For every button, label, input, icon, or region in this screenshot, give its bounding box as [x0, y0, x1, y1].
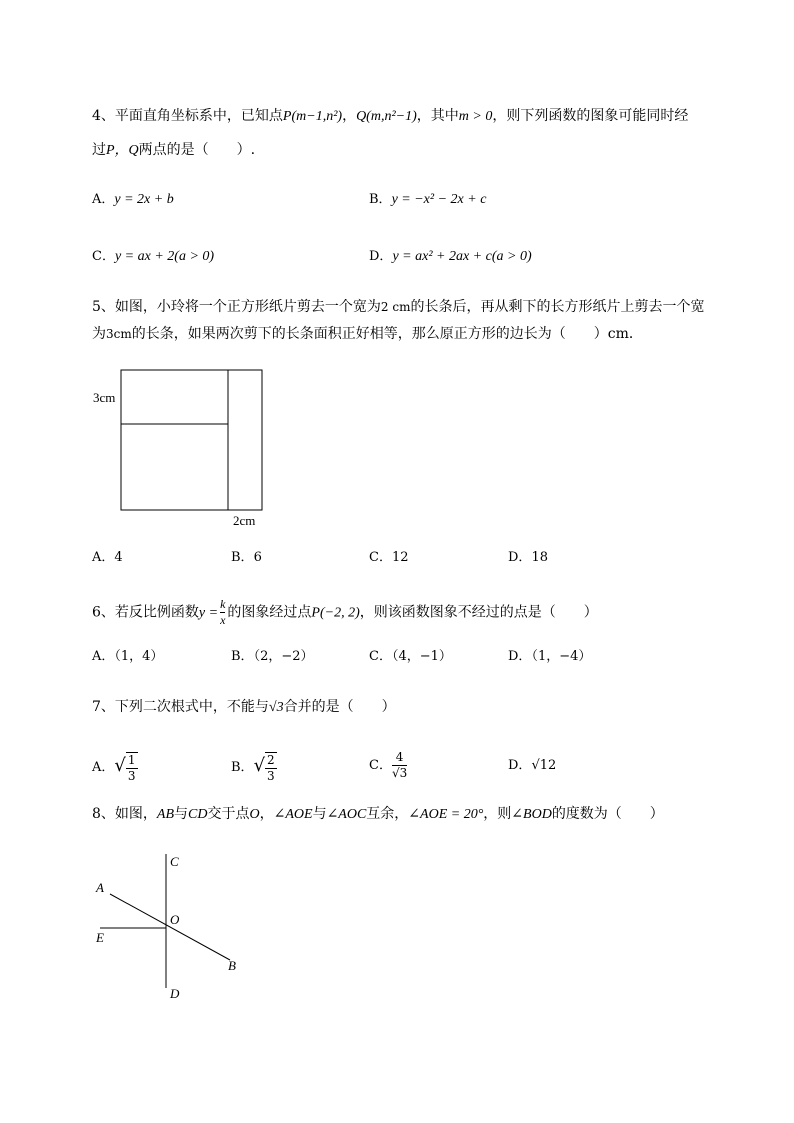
q7-option-d	[508, 749, 556, 783]
q6-fraction	[220, 597, 225, 628]
option-value: 6	[253, 550, 262, 565]
q5-line2	[92, 324, 643, 344]
q7-a-fraction	[126, 752, 138, 784]
option-value: （4，−1）	[391, 649, 452, 664]
label-3cm: 3cm	[93, 390, 116, 405]
q4-text-a: 平面直角坐标系中，已知点	[114, 108, 283, 124]
q8-text: 如图，	[114, 806, 157, 822]
q7-text-a: 下列二次根式中，不能与	[114, 699, 269, 715]
line-ab	[110, 894, 230, 960]
option-label: C．	[92, 249, 115, 264]
q6-line	[92, 597, 598, 628]
q5-line2-b: 的长条，如果两次剪下的长条面积正好相等，那么原正方形的边长为（ ）cm．	[131, 326, 643, 342]
label-b: B	[228, 958, 236, 973]
option-value: 12	[391, 550, 409, 565]
label-c: C	[170, 854, 179, 869]
q5-line1	[92, 297, 704, 317]
q4-point-q: Q(m,n²−1)	[356, 109, 417, 124]
option-label: A．	[92, 649, 115, 664]
label-a: A	[96, 880, 104, 895]
q5-text-b: 的长条后，再从剩下的长方形纸片上剪去一个宽	[410, 299, 705, 315]
q6-option-a	[92, 647, 163, 667]
option-label: A．	[92, 550, 115, 565]
option-label: C．	[369, 550, 392, 565]
q8-text: 与	[174, 806, 189, 822]
q7-option-c	[369, 749, 407, 783]
q4-option-a	[92, 190, 174, 210]
q5-line2-a: 为	[92, 326, 106, 342]
fraction-numerator: 4	[392, 750, 407, 766]
option-label: B．	[231, 760, 254, 775]
q8-line	[92, 804, 664, 825]
q8-text: ，	[259, 806, 274, 822]
q4-pq: P，Q	[106, 143, 139, 158]
option-label: B．	[231, 550, 254, 565]
q6-text-c: ，则该函数图象不经过的点是（ ）	[359, 604, 598, 621]
q5-figure	[88, 362, 278, 532]
q8-text: 的度数为（ ）	[551, 806, 664, 822]
q6-number: 6、	[92, 604, 115, 621]
q7-option-a	[92, 749, 138, 785]
q6-option-d	[508, 647, 591, 667]
option-label: C．	[369, 649, 392, 664]
q8-cd: CD	[188, 807, 208, 822]
q7-number: 7、	[92, 699, 115, 715]
q4-number: 4、	[92, 108, 115, 124]
option-expr: y = 2x + b	[114, 192, 174, 207]
q6-option-b	[231, 647, 314, 667]
option-expr: y = ax² + 2ax + c(a > 0)	[392, 249, 532, 264]
label-o: O	[170, 912, 180, 927]
option-label: B．	[231, 649, 254, 664]
q4-option-c	[92, 247, 214, 267]
option-value: 4	[114, 550, 123, 565]
q4-sep: ，	[342, 108, 357, 124]
q7-line	[92, 697, 396, 718]
fraction-denominator: √3	[391, 766, 408, 780]
q4-line2-a: 过	[92, 142, 106, 158]
q5-text-a: 如图，小玲将一个正方形纸片剪去一个宽为	[114, 299, 381, 315]
q8-figure	[88, 848, 258, 1008]
q5-number: 5、	[92, 299, 115, 315]
q4-line2-b: 两点的是（ ）.	[138, 142, 256, 158]
q5-option-c	[369, 548, 409, 568]
q8-ab: AB	[156, 807, 175, 822]
fraction-numerator: 1	[127, 752, 136, 767]
q6-func-y: y =	[198, 605, 219, 621]
outer-square	[121, 370, 262, 510]
q4-option-d	[369, 247, 532, 267]
option-label: D．	[508, 758, 532, 773]
q6-func-den: x	[220, 613, 226, 627]
q4-line2	[92, 140, 255, 161]
radical-sign: √	[253, 755, 266, 776]
q8-o: O	[249, 807, 260, 822]
fraction-numerator: 2	[267, 752, 275, 767]
q8-text: ，则	[483, 806, 512, 822]
q6-text-a: 若反比例函数	[114, 604, 199, 621]
q8-number: 8、	[92, 806, 115, 822]
q7-radical: √3	[268, 700, 284, 715]
option-expr: y = −x² − 2x + c	[391, 192, 487, 207]
label-2cm: 2cm	[233, 513, 256, 528]
option-expr: y = ax + 2(a > 0)	[114, 249, 215, 264]
q4-text-b: ，其中	[416, 108, 459, 124]
q8-text: 互余，	[366, 806, 409, 822]
option-value: （1，−4）	[531, 649, 592, 664]
option-label: D．	[508, 649, 532, 664]
q8-angle-aoc: ∠AOC	[326, 807, 367, 822]
q5-width2: 3cm	[106, 327, 132, 341]
q7-option-b	[231, 749, 277, 785]
q6-text-b: 的图象经过点	[227, 604, 312, 621]
q7-b-fraction	[265, 752, 277, 784]
q4-point-p: P(m−1,n²)	[282, 109, 343, 124]
option-value: （1，4）	[114, 649, 164, 664]
option-label: B．	[369, 192, 392, 207]
q5-option-d	[508, 548, 548, 568]
option-value: 18	[531, 550, 548, 565]
option-label: D．	[369, 249, 393, 264]
q6-point: P(−2, 2)	[311, 605, 360, 621]
q8-text: 交于点	[207, 806, 250, 822]
option-label: A．	[92, 192, 115, 207]
q4-text-c: ，则下列函数的图象可能同时经	[492, 108, 689, 124]
q7-text-b: 合并的是（ ）	[283, 699, 396, 715]
q5-option-b	[231, 548, 262, 568]
q7-c-fraction	[392, 750, 407, 781]
q4-condition: m > 0	[458, 109, 493, 124]
label-d: D	[170, 986, 180, 1001]
q4-option-b	[369, 190, 486, 210]
q5-width1: 2 cm	[380, 300, 411, 314]
fraction-denominator: 3	[267, 768, 275, 783]
q4-line1	[92, 106, 688, 127]
fraction-denominator: 3	[127, 768, 136, 783]
q8-angle-value: ∠AOE = 20°	[408, 807, 484, 822]
radical-sign: √	[114, 755, 126, 776]
label-e: E	[96, 930, 104, 945]
option-label: A．	[92, 760, 115, 775]
q8-angle-aoe: ∠AOE	[273, 807, 313, 822]
q6-option-c	[369, 647, 452, 667]
q8-text: 与	[312, 806, 327, 822]
option-value: √12	[531, 758, 557, 773]
q6-func-num: k	[220, 597, 226, 611]
option-label: C．	[369, 758, 392, 773]
q8-angle-bod: ∠BOD	[511, 807, 552, 822]
q5-option-a	[92, 548, 123, 568]
option-label: D．	[508, 550, 532, 565]
option-value: （2，−2）	[253, 649, 314, 664]
